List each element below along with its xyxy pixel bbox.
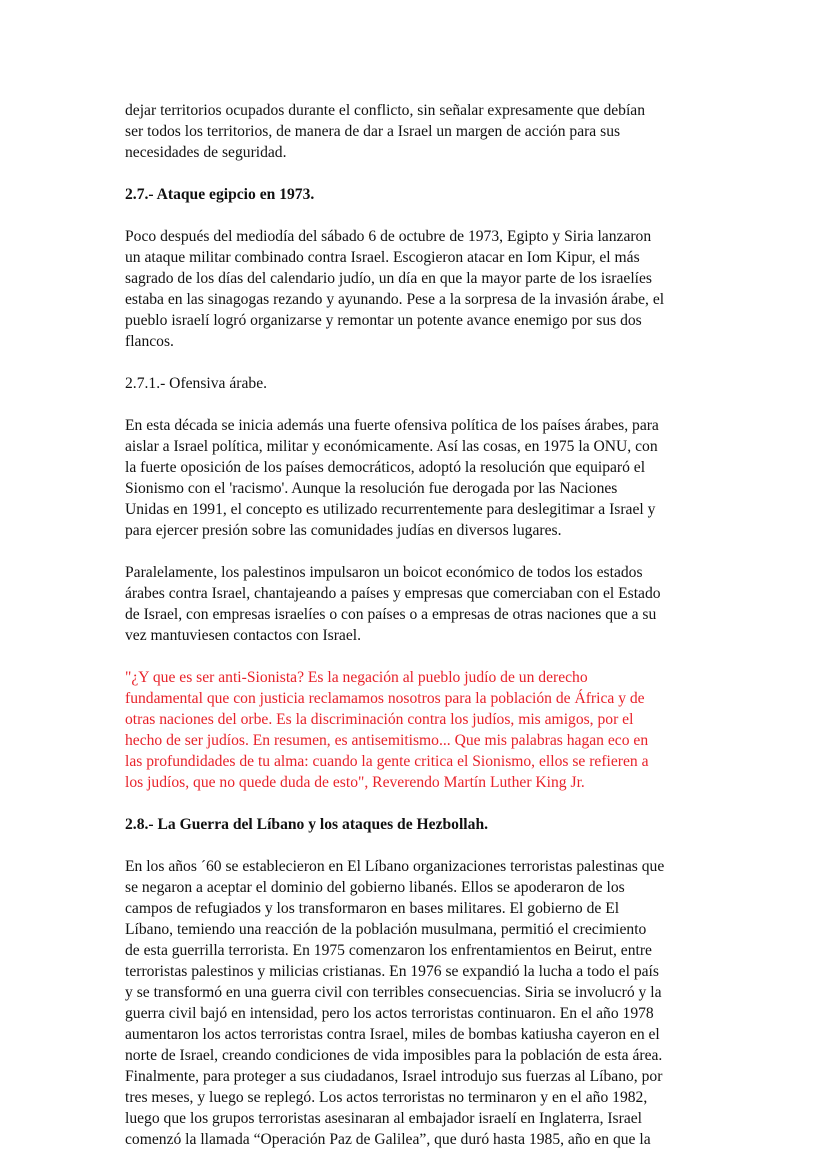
section-heading-2-8: 2.8.- La Guerra del Líbano y los ataques de Hezbollah. [125,816,489,833]
mlk-quote-block [125,667,715,793]
document-page [125,100,715,1171]
text-line: Paralelamente, los palestinos impulsaron un boicot económico de todos los estados [125,564,643,581]
text-line: Finalmente, para proteger a sus ciudadanos, Israel introdujo sus fuerzas al Líbano, por [125,1068,663,1085]
quote-line: hecho de ser judíos. En resumen, es antisemitismo... Que mis palabras hagan eco en [125,732,649,749]
text-line: En esta década se inicia además una fuerte ofensiva política de los países árabes, para [125,417,659,434]
section-2-7-1-paragraph-2 [125,562,715,646]
text-line: comenzó la llamada “Operación Paz de Galilea”, que duró hasta 1985, año en que la [125,1131,651,1148]
text-line: flancos. [125,333,174,350]
text-line: aumentaron los actos terroristas contra Israel, miles de bombas katiusha cayeron en el [125,1026,660,1043]
section-heading-2-7: 2.7.- Ataque egipcio en 1973. [125,186,315,203]
text-line: luego que los grupos terroristas asesinaran al embajador israelí en Inglaterra, Israel [125,1110,642,1127]
section-2-8-paragraph [125,856,715,1150]
text-line: En los años ´60 se establecieron en El Líbano organizaciones terroristas palestinas que [125,858,665,875]
quote-line: las profundidades de tu alma: cuando la gente critica el Sionismo, ellos se refieren a [125,753,649,770]
text-line: tres meses, y luego se replegó. Los actos terroristas no terminaron y en el año 1982, [125,1089,648,1106]
text-line: guerra civil bajó en intensidad, pero los actos terroristas continuaron. En el año 1978 [125,1005,654,1022]
text-line: Unidas en 1991, el concepto es utilizado recurrentemente para deslegitimar a Israel y [125,501,656,518]
section-2-7-paragraph [125,226,715,352]
text-line: de esta guerrilla terrorista. En 1975 comenzaron los enfrentamientos en Beirut, entre [125,942,652,959]
quote-line: "¿Y que es ser anti-Sionista? Es la negación al pueblo judío de un derecho [125,669,588,686]
text-line: Líbano, temiendo una reacción de la población musulmana, permitió el crecimiento [125,921,647,938]
text-line: sagrado de los días del calendario judío, un día en que la mayor parte de los israelíes [125,270,652,287]
text-line: norte de Israel, creando condiciones de vida imposibles para la población de esta área. [125,1047,663,1064]
text-line: ser todos los territorios, de manera de dar a Israel un margen de acción para sus [125,123,621,140]
text-line: de Israel, con empresas israelíes o con países o a empresas de otras naciones que a su [125,606,657,623]
text-line: terroristas palestinos y milicias cristianas. En 1976 se expandió la lucha a todo el país [125,963,659,980]
text-line: aislar a Israel política, militar y económicamente. Así las cosas, en 1975 la ONU, con [125,438,658,455]
intro-paragraph [125,100,715,163]
text-line: la fuerte oposición de los países democráticos, adoptó la resolución que equiparó el [125,459,646,476]
quote-line: fundamental que con justicia reclamamos nosotros para la población de África y de [125,690,645,707]
quote-line: los judíos, que no quede duda de esto", Reverendo Martín Luther King Jr. [125,774,585,791]
text-line: un ataque militar combinado contra Israel. Escogieron atacar en Iom Kipur, el más [125,249,640,266]
quote-line: otras naciones del orbe. Es la discriminación contra los judíos, mis amigos, por el [125,711,634,728]
text-line: necesidades de seguridad. [125,144,287,161]
text-line: para ejercer presión sobre las comunidades judías en diversos lugares. [125,522,562,539]
section-2-7-1-paragraph-1 [125,415,715,541]
text-line: pueblo israelí logró organizarse y remontar un potente avance enemigo por sus dos [125,312,642,329]
text-line: vez mantuviesen contactos con Israel. [125,627,361,644]
text-line: dejar territorios ocupados durante el conflicto, sin señalar expresamente que debían [125,102,646,119]
text-line: estaba en las sinagogas rezando y ayunando. Pese a la sorpresa de la invasión árabe, el [125,291,665,308]
text-line: campos de refugiados y los transformaron en bases militares. El gobierno de El [125,900,620,917]
text-line: árabes contra Israel, chantajeando a países y empresas que comerciaban con el Estado [125,585,661,602]
subsection-heading-2-7-1: 2.7.1.- Ofensiva árabe. [125,375,268,392]
text-line: Poco después del mediodía del sábado 6 de octubre de 1973, Egipto y Siria lanzaron [125,228,652,245]
text-line: se negaron a aceptar el dominio del gobierno libanés. Ellos se apoderaron de los [125,879,625,896]
text-line: Sionismo con el 'racismo'. Aunque la resolución fue derogada por las Naciones [125,480,618,497]
text-line: y se transformó en una guerra civil con terribles consecuencias. Siria se involucró y la [125,984,662,1001]
